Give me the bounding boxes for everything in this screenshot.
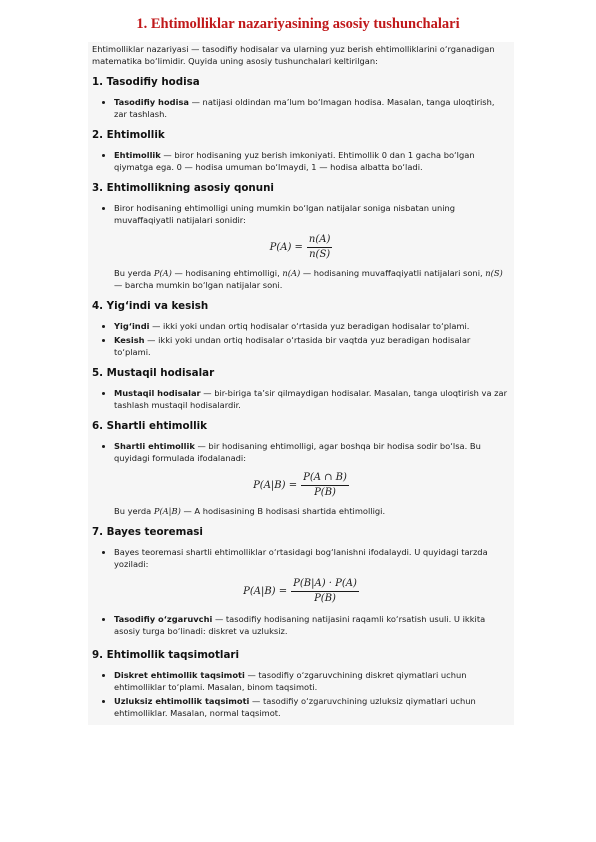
numerator: P(A ∩ B) (301, 472, 349, 486)
formula-lhs: P(A|B) = (253, 479, 298, 491)
definition: — ikki yoki undan ortiq hodisalar o‘rtasida bir vaqtda yuz beradigan hodisalar to‘plami. (114, 335, 471, 357)
list-item (114, 440, 508, 464)
definition: — bir hodisaning ehtimolligi, agar boshqa bir hodisa sodir bo‘lsa. Bu quyidagi formulada ifodalanadi: (114, 441, 481, 463)
section-heading: 7. Bayes teoremasi (92, 526, 203, 538)
list-item (114, 96, 508, 120)
document-body (88, 42, 514, 725)
denominator: P(B) (314, 487, 336, 498)
list-item: • Biror hodisaning ehtimolligi uning mumkin bo‘lgan natijalar soniga nisbatan uning muvaffaqiyatli natijalari sonidir: (114, 202, 508, 226)
bullet-list (88, 202, 514, 226)
list-item (114, 695, 508, 719)
formula-note: Bu yerda P(A) — hodisaning ehtimolligi, n(A) — hodisaning muvaffaqiyatli natijalari soni, n(S) — barcha mumkin bo‘lgan natijalar soni. (114, 268, 503, 290)
formula (88, 234, 514, 261)
definition: — bir-biriga ta’sir qilmaydigan hodisalar. Masalan, tanga uloqtirish va zar tashlash mustaqil hodisalardir. (114, 388, 508, 410)
list-item (114, 334, 508, 358)
section-heading: 6. Shartli ehtimollik (92, 420, 208, 432)
formula-lhs: P(A|B) = (243, 585, 288, 597)
definition: — tasodifiy o‘zgaruvchining uzluksiz qiymatlari uchun ehtimolliklar. Masalan, normal taqsimot. (114, 696, 476, 718)
formula (88, 578, 514, 605)
term: Tasodifiy hodisa (114, 97, 189, 107)
definition: — ikki yoki undan ortiq hodisalar o‘rtasida yuz beradigan hodisalar to‘plami. (149, 321, 470, 331)
denominator: P(B) (314, 593, 336, 604)
section-heading: 5. Mustaqil hodisalar (92, 367, 215, 379)
bullet-list (88, 613, 514, 637)
bullet-list (88, 320, 514, 358)
formula-lhs: P(A) = (269, 241, 303, 253)
list-item (114, 669, 508, 693)
fraction (291, 578, 359, 605)
bullet-list (88, 387, 514, 411)
term: Uzluksiz ehtimollik taqsimoti (114, 696, 250, 706)
term: Ehtimollik (114, 150, 161, 160)
intro-paragraph: Ehtimolliklar nazariyasi — tasodifiy hodisalar va ularning yuz berish ehtimolliklarini o‘rganadigan matematika bo‘limidir. Quyida uning asosiy tushunchalari keltirilgan: (92, 44, 495, 66)
section-heading: 1. Tasodifiy hodisa (92, 76, 200, 88)
section-heading: 3. Ehtimollikning asosiy qonuni (92, 182, 274, 194)
term: Kesish (114, 335, 145, 345)
section-heading: 9. Ehtimollik taqsimotlari (92, 649, 240, 661)
bullet-list (88, 96, 514, 120)
list-item: • Bayes teoremasi shartli ehtimolliklar o‘rtasidagi bog‘lanishni ifodalaydi. U quyidagi tarzda yoziladi: (114, 546, 508, 570)
formula-note: Bu yerda P(A|B) — A hodisasining B hodisasi shartida ehtimolligi. (114, 506, 386, 516)
list-item (114, 613, 508, 637)
term: Tasodifiy o‘zgaruvchi (114, 614, 213, 624)
list-item (114, 320, 508, 332)
definition: — tasodifiy o‘zgaruvchining diskret qiymatlari uchun ehtimolliklar to‘plami. Masalan, binom taqsimoti. (114, 670, 467, 692)
section-heading: 4. Yig‘indi va kesish (92, 300, 209, 312)
definition: — natijasi oldindan ma’lum bo‘lmagan hodisa. Masalan, tanga uloqtirish, zar tashlash. (114, 97, 495, 119)
fraction (307, 234, 332, 261)
denominator: n(S) (309, 249, 331, 260)
term: Shartli ehtimollik (114, 441, 195, 451)
definition: — tasodifiy hodisaning natijasini raqamli ko‘rsatish usuli. U ikkita asosiy turga bo‘linadi: diskret va uzluksiz. (114, 614, 486, 636)
numerator: n(A) (307, 234, 332, 248)
formula (88, 472, 514, 499)
bullet-list (88, 546, 514, 570)
term: Yig‘indi (114, 321, 150, 331)
numerator: P(B|A) · P(A) (291, 578, 359, 592)
fraction (301, 472, 349, 499)
list-item (114, 387, 508, 411)
section-heading: 2. Ehtimollik (92, 129, 165, 141)
bullet-list (88, 669, 514, 719)
bullet-list (88, 440, 514, 464)
list-item (114, 149, 508, 173)
bullet-list (88, 149, 514, 173)
term: Diskret ehtimollik taqsimoti (114, 670, 245, 680)
definition: — biror hodisaning yuz berish imkoniyati. Ehtimollik 0 dan 1 gacha bo‘lgan qiymatga ega. 0 — hodisa umuman bo‘lmaydi, 1 — hodisa albatta bo‘ladi. (114, 150, 475, 172)
page-title: 1. Ehtimolliklar nazariyasining asosiy tushunchalari (136, 16, 460, 32)
term: Mustaqil hodisalar (114, 388, 201, 398)
